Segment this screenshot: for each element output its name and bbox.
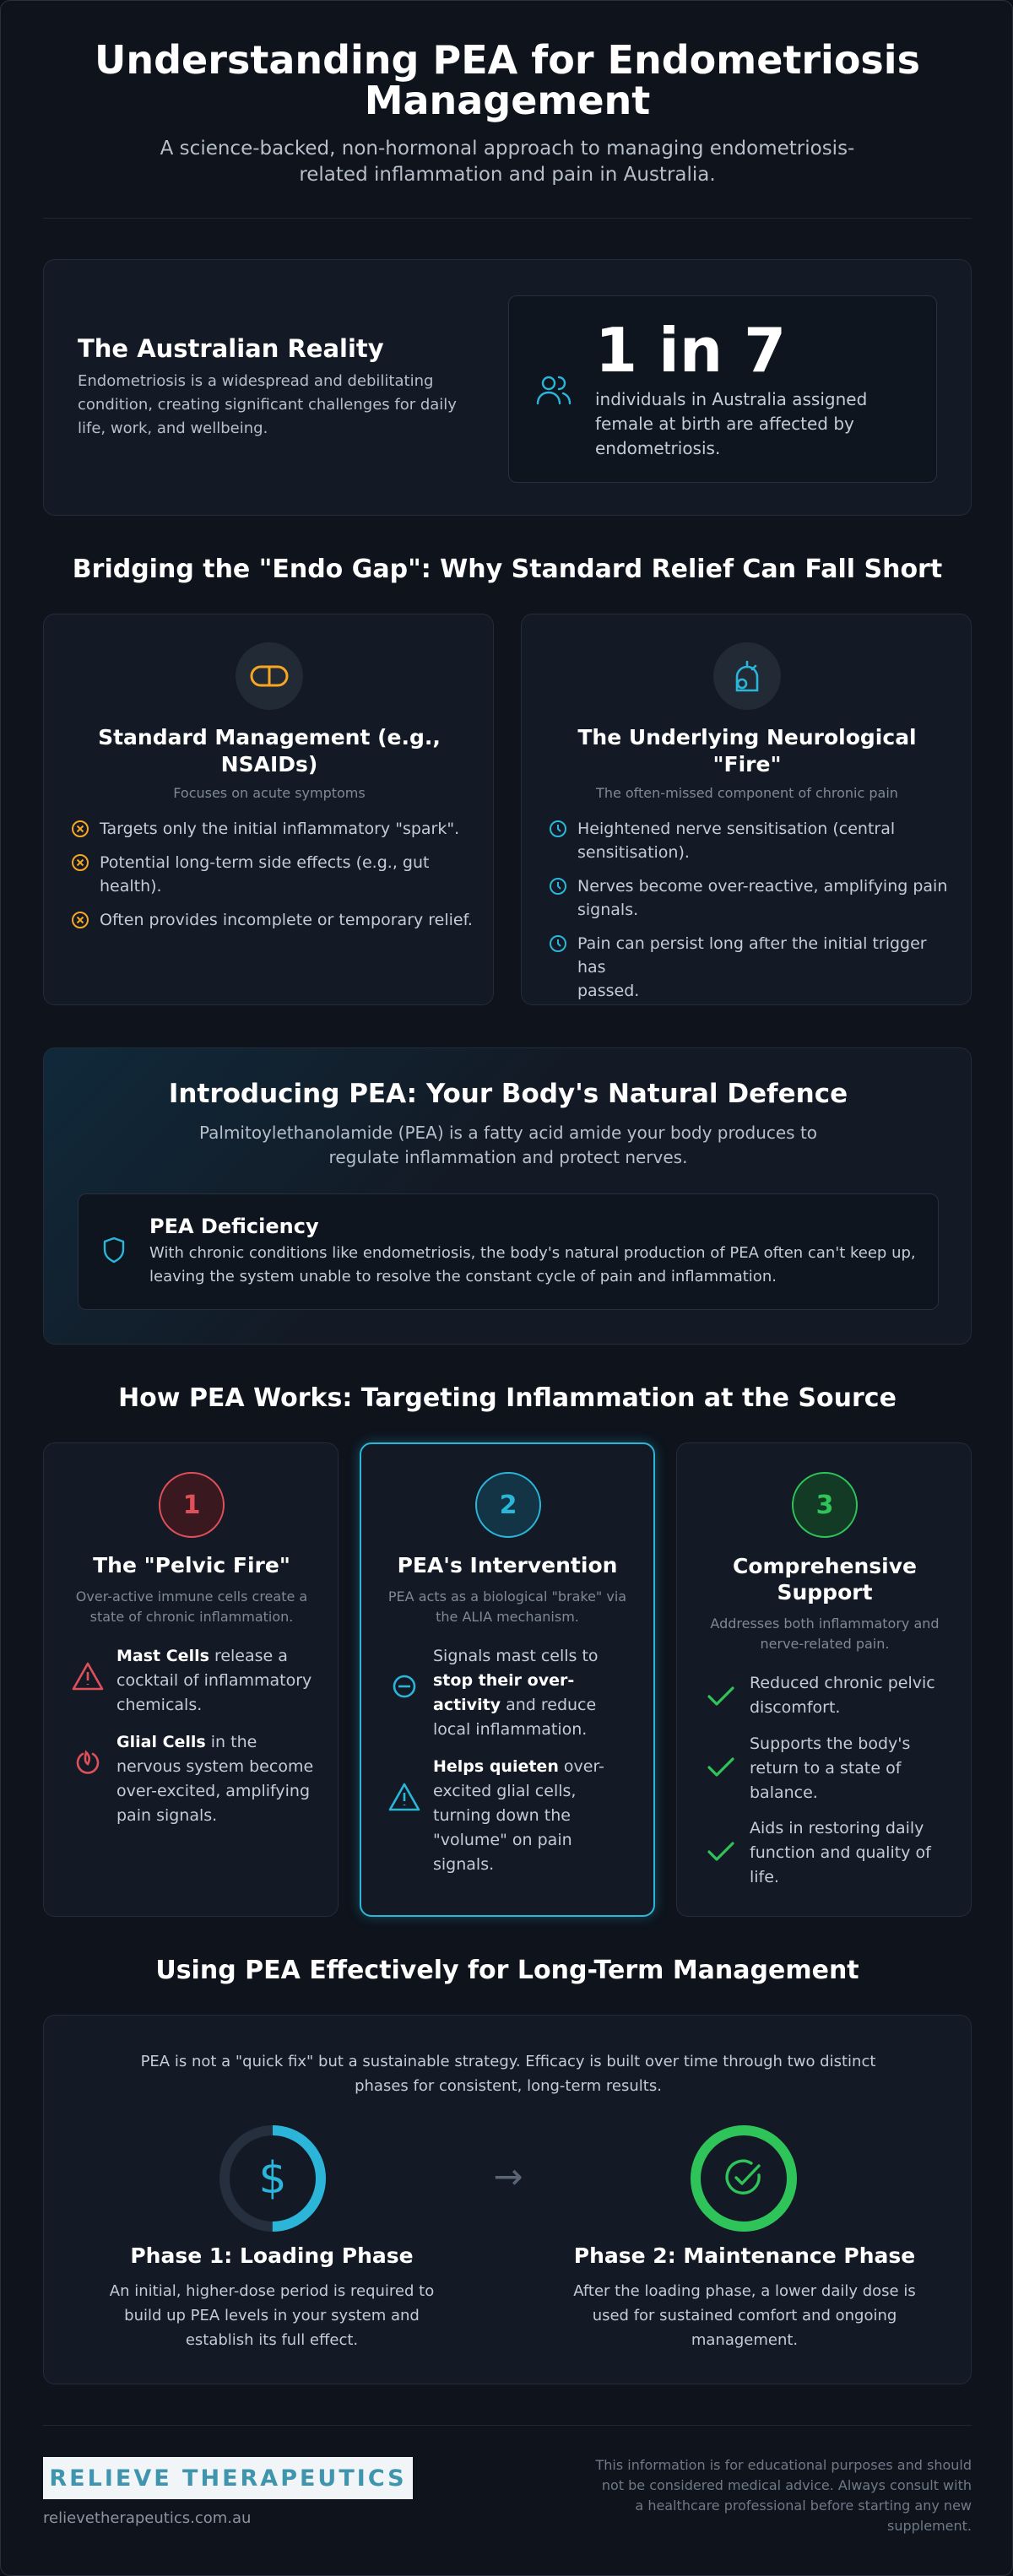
clock-icon	[549, 877, 567, 899]
page-title: Understanding PEA for Endometriosis Management	[95, 37, 920, 123]
check-icon	[704, 1838, 738, 1867]
list-item: Helps quieten over- excited glial cells, turning down the "volume" on pain signals.	[387, 1755, 641, 1877]
loading-progress-ring	[218, 2124, 328, 2233]
header-divider	[43, 218, 972, 219]
support-card	[676, 1442, 972, 1917]
dollar-icon: $	[258, 2153, 287, 2204]
clock-icon	[549, 820, 567, 842]
deficiency-title: PEA Deficiency	[149, 1215, 319, 1238]
list-item: Aids in restoring daily function and quality of life.	[704, 1816, 957, 1890]
pea-intervention-card	[360, 1442, 655, 1917]
shield-icon	[102, 1237, 126, 1267]
standard-subtitle: Focuses on acute symptoms	[173, 785, 366, 801]
phase2-body: After the loading phase, a lower daily dose is used for sustained comfort and ongoing management.	[573, 2282, 916, 2349]
close-circle-icon	[71, 911, 89, 933]
phase2-title: Phase 2: Maintenance Phase	[573, 2243, 916, 2268]
fire-icon	[71, 1747, 105, 1781]
list-item: Reduced chronic pelvic discomfort.	[704, 1671, 957, 1720]
step-number: 1	[159, 1472, 225, 1538]
intro-heading: Introducing PEA: Your Body's Natural Defence	[168, 1079, 848, 1109]
reality-title: The Australian Reality	[78, 334, 384, 363]
neuro-card	[521, 614, 972, 1005]
disclaimer: This information is for educational purposes and should not be considered medical advice. Always consult with a healthcare professional before starting any new supplement.	[595, 2457, 972, 2534]
list-item: Pain can persist long after the initial trigger has passed.	[549, 932, 954, 1003]
list-item: Signals mast cells to stop their over- activity and reduce local inflammation.	[387, 1644, 641, 1742]
support-subtitle: Addresses both inflammatory and nerve-related pain.	[710, 1615, 940, 1652]
phase1-title: Phase 1: Loading Phase	[130, 2243, 414, 2268]
warning-icon	[387, 1782, 421, 1816]
pelvic-fire-title: The "Pelvic Fire"	[93, 1553, 290, 1578]
step-number: 3	[792, 1472, 858, 1538]
list-item: Nerves become over-reactive, amplifying pain signals.	[549, 874, 954, 922]
step-number: 2	[475, 1472, 541, 1538]
reality-card	[43, 259, 972, 516]
pelvic-fire-subtitle: Over-active immune cells create a state of chronic inflammation.	[75, 1588, 308, 1625]
close-circle-icon	[71, 853, 89, 875]
phases-card	[43, 2015, 972, 2384]
reality-body: Endometriosis is a widespread and debilitating condition, creating significant challenges for daily life, work, and wellbeing.	[78, 372, 457, 437]
pea-intervention-title: PEA's Intervention	[397, 1553, 618, 1578]
stat-box	[508, 295, 937, 483]
neuro-subtitle: The often-missed component of chronic pain	[596, 785, 898, 801]
phase1-body: An initial, higher-dose period is required to build up PEA levels in your system and establish its full effect.	[109, 2282, 435, 2349]
maintenance-progress-ring	[689, 2124, 799, 2233]
brand-logo[interactable]: RELIEVE THERAPEUTICS	[43, 2457, 413, 2499]
standard-title: Standard Management (e.g., NSAIDs)	[98, 725, 441, 777]
list-item: Mast Cells release a cocktail of inflammatory chemicals.	[71, 1644, 324, 1718]
list-item: Potential long-term side effects (e.g., gut health).	[71, 851, 476, 898]
standard-card	[43, 614, 494, 1005]
users-icon	[534, 372, 573, 411]
clock-icon	[549, 934, 567, 956]
neuro-title: The Underlying Neurological "Fire"	[577, 725, 917, 777]
pill-icon	[236, 642, 303, 710]
phases-intro: PEA is not a "quick fix" but a sustainable strategy. Efficacy is built over time through two distinct phases for consistent, long-term results.	[140, 2053, 876, 2095]
arrow-right-icon: →	[493, 2156, 523, 2197]
warning-icon	[71, 1661, 105, 1695]
page-subtitle: A science-backed, non-hormonal approach to managing endometriosis- related inflammation and pain in Australia.	[160, 138, 855, 186]
effective-heading: Using PEA Effectively for Long-Term Management	[155, 1956, 859, 1985]
support-title: Comprehensive Support	[732, 1554, 917, 1605]
list-item: Supports the body's return to a state of balance.	[704, 1732, 957, 1805]
stop-icon	[387, 1671, 421, 1705]
gap-heading: Bridging the "Endo Gap": Why Standard Relief Can Fall Short	[72, 555, 943, 584]
check-icon	[704, 1683, 738, 1712]
site-url-link[interactable]: relievetherapeutics.com.au	[43, 2509, 252, 2527]
stat-caption: individuals in Australia assigned female at birth are affected by endometriosis.	[595, 389, 868, 458]
list-item: Glial Cells in the nervous system become over-excited, amplifying pain signals.	[71, 1730, 324, 1828]
footer-divider	[43, 2425, 972, 2426]
brain-icon	[713, 642, 781, 710]
pea-intervention-subtitle: PEA acts as a biological "brake" via the ALIA mechanism.	[387, 1588, 627, 1625]
intro-card	[43, 1047, 972, 1345]
check-circle-icon	[722, 2157, 766, 2204]
stat-number: 1 in 7	[595, 315, 787, 386]
pelvic-fire-card	[43, 1442, 339, 1917]
deficiency-box	[78, 1193, 939, 1310]
list-item: Targets only the initial inflammatory "spark".	[71, 817, 476, 842]
deficiency-body: With chronic conditions like endometriosis, the body's natural production of PEA often can't keep up, leaving the system unable to resolve the constant cycle of pain and inflammation.	[149, 1244, 916, 1285]
list-item: Heightened nerve sensitisation (central sensitisation).	[549, 817, 954, 864]
close-circle-icon	[71, 820, 89, 842]
how-heading: How PEA Works: Targeting Inflammation at the Source	[118, 1383, 897, 1413]
check-icon	[704, 1754, 738, 1783]
list-item: Often provides incomplete or temporary relief.	[71, 908, 476, 933]
intro-body: Palmitoylethanolamide (PEA) is a fatty acid amide your body produces to regulate inflammation and protect nerves.	[198, 1123, 818, 1167]
